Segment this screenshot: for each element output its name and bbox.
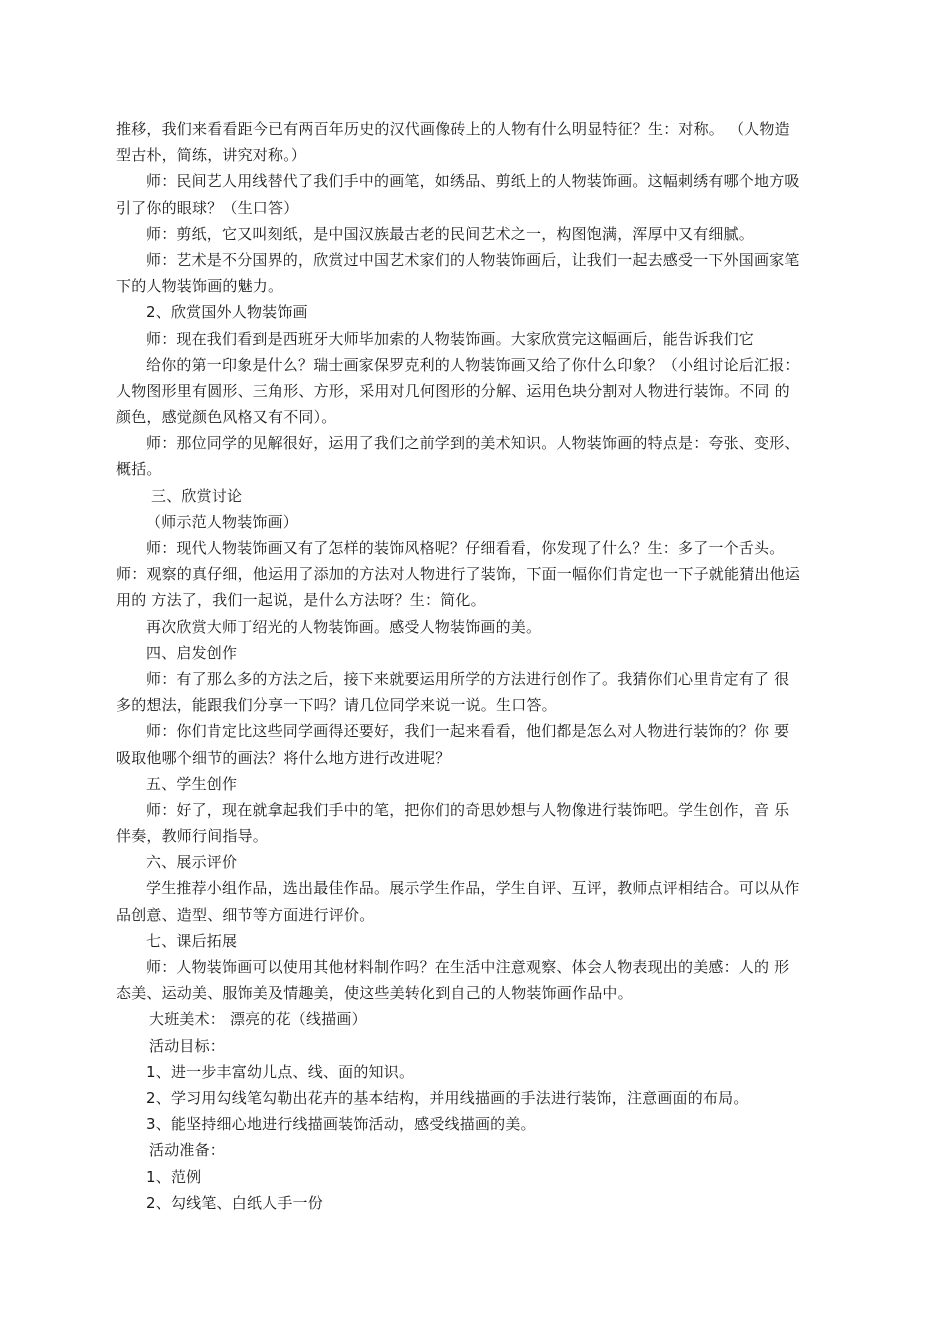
text-line: 用的 方法了，我们一起说，是什么方法呀？生：简化。 <box>116 591 486 610</box>
text-line: 型古朴，简练，讲究对称。） <box>116 146 307 165</box>
text-line: 给你的第一印象是什么？瑞士画家保罗克利的人物装饰画又给了你什么印象？（小组讨论后汇报： <box>146 355 800 374</box>
text-line: 多的想法，能跟我们分享一下吗？请几位同学来说一说。生口答。 <box>116 696 557 715</box>
list-item: 1、范例 <box>146 1167 202 1186</box>
text-line: 伴奏，教师行间指导。 <box>116 827 269 846</box>
text-line: 师：现在我们看到是西班牙大师毕加索的人物装饰画。大家欣赏完这幅画后，能告诉我们它 <box>146 329 755 348</box>
text-line: 活动目标： <box>149 1036 226 1055</box>
list-item: 3、能坚持细心地进行线描画装饰活动，感受线描画的美。 <box>146 1115 536 1134</box>
text-line: 下的人物装饰画的魅力。 <box>116 277 284 296</box>
text-line: 推移，我们来看看距今已有两百年历史的汉代画像砖上的人物有什么明显特征？生：对称。 （人物造 <box>116 120 790 138</box>
text-line: 师：好了，现在就拿起我们手中的笔，把你们的奇思妙想与人物像进行装饰吧。学生创作，音 乐 <box>146 800 790 819</box>
text-line: 师：人物装饰画可以使用其他材料制作吗？在生活中注意观察、体会人物表现出的美感：人的 形 <box>146 958 790 976</box>
document-body <box>116 116 836 1216</box>
section-heading: 五、学生创作 <box>146 774 238 793</box>
section-heading: 六、展示评价 <box>146 853 238 872</box>
list-item: 2、勾线笔、白纸人手一份 <box>146 1193 323 1212</box>
text-line: 师：那位同学的见解很好，运用了我们之前学到的美术知识。人物装饰画的特点是：夸张、变形、 <box>146 434 800 453</box>
section-heading: 三、欣赏讨论 <box>151 486 243 505</box>
text-line: 品创意、造型、细节等方面进行评价。 <box>116 905 375 924</box>
text-line: 师：民间艺人用线替代了我们手中的画笔，如绣品、剪纸上的人物装饰画。这幅刺绣有哪个地方吸 <box>146 172 800 191</box>
text-line: 学生推荐小组作品，选出最佳作品。展示学生作品，学生自评、互评，教师点评相结合。可以从作 <box>146 879 800 898</box>
text-line: 师：你们肯定比这些同学画得还要好，我们一起来看看，他们都是怎么对人物进行装饰的？你 要 <box>146 722 790 741</box>
section-heading: 四、启发创作 <box>146 643 238 662</box>
section-heading: 七、课后拓展 <box>146 931 238 950</box>
text-line: 概括。 <box>116 460 162 479</box>
text-line: 态美、运动美、服饰美及情趣美，使这些美转化到自己的人物装饰画作品中。 <box>116 984 633 1003</box>
text-line: 人物图形里有圆形、三角形、方形，采用对几何图形的分解、运用色块分割对人物进行装饰。不同 的 <box>116 381 790 400</box>
text-line: 再次欣赏大师丁绍光的人物装饰画。感受人物装饰画的美。 <box>146 617 542 636</box>
text-line: （师示范人物装饰画） <box>146 512 299 531</box>
text-line: 吸取他哪个细节的画法？将什么地方进行改进呢？ <box>116 748 451 767</box>
text-line: 师：有了那么多的方法之后，接下来就要运用所学的方法进行创作了。我猜你们心里肯定有了 很 <box>146 669 790 688</box>
text-line: 颜色，感觉颜色风格又有不同）。 <box>116 408 337 427</box>
text-line: 引了你的眼球？（生口答） <box>116 198 299 217</box>
list-item: 1、进一步丰富幼儿点、线、面的知识。 <box>146 1062 415 1081</box>
list-item: 2、学习用勾线笔勾勒出花卉的基本结构，并用线描画的手法进行装饰，注意画面的布局。 <box>146 1088 749 1107</box>
section-heading: 2、欣赏国外人物装饰画 <box>146 303 308 322</box>
section-heading: 大班美术： 漂亮的花（线描画） <box>149 1010 367 1029</box>
text-line: 师：现代人物装饰画又有了怎样的装饰风格呢？仔细看看，你发现了什么？生：多了一个舌头。 <box>146 539 785 557</box>
text-line: 师：剪纸，它又叫刻纸，是中国汉族最古老的民间艺术之一，构图饱满，浑厚中又有细腻。 <box>146 224 755 243</box>
text-line: 活动准备： <box>149 1141 226 1160</box>
text-line: 师：观察的真仔细，他运用了添加的方法对人物进行了装饰，下面一幅你们肯定也一下子就能猜出他运 <box>116 565 801 584</box>
text-line: 师：艺术是不分国界的，欣赏过中国艺术家们的人物装饰画后，让我们一起去感受一下外国画家笔 <box>146 250 800 269</box>
